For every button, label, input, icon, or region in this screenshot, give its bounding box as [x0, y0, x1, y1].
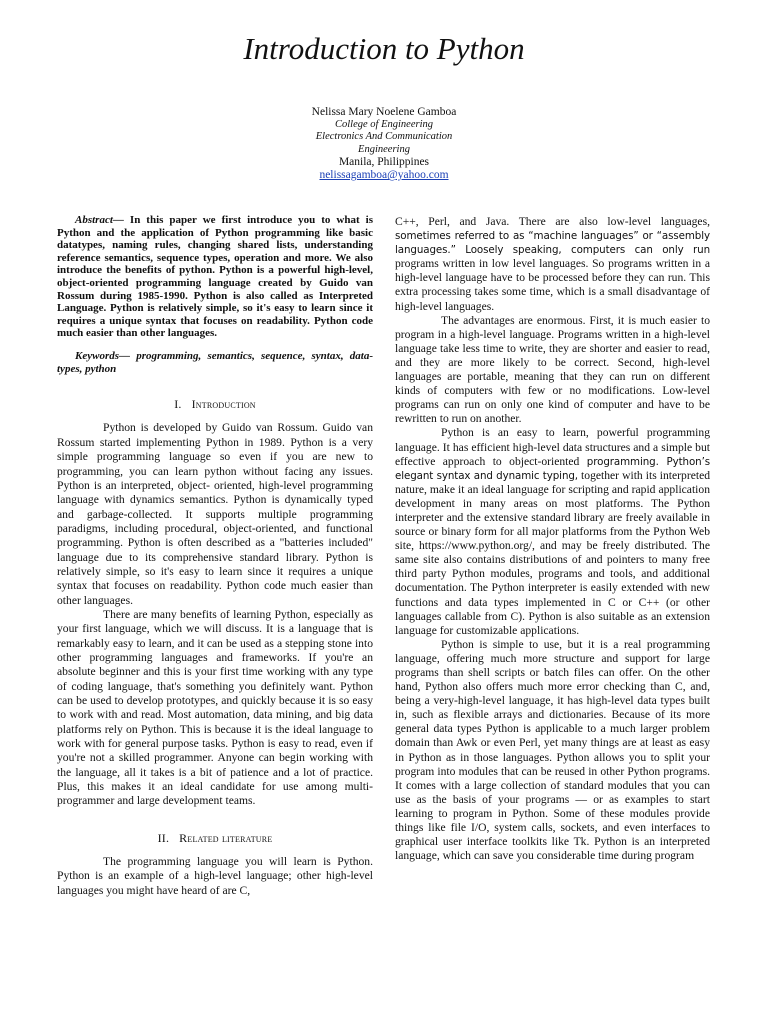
text-run-alt-font: programming. Python’s elegant syntax and dynamic typing,: [395, 455, 711, 482]
paper-title: Introduction to Python: [243, 31, 525, 66]
section-title: Related literature: [179, 830, 273, 845]
author-affiliation-2: Electronics And Communication: [315, 131, 453, 143]
abstract-label: Abstract—: [75, 214, 124, 226]
author-affiliation-1: College of Engineering: [335, 119, 433, 130]
text-run-alt-font: sometimes referred to as “machine languages” or “assembly languages.” Loosely speaking, computers can only run: [395, 230, 710, 257]
keywords: [57, 350, 373, 375]
right-paragraph-2: The advantages are enormous. First, it is much easier to program in a high-level language. Programs written in a high-level language take less time to write, they are shorter and easier to read, and they are more likely to be correct. Second, high-level languages are portable, meaning that they can run on different kinds of computers with few or no modifications. Low-level programs can run on only one kind of computer and have to be rewritten to run on another.: [395, 313, 710, 426]
author-block: [0, 106, 768, 182]
section-heading-related-literature: [57, 831, 373, 845]
abstract-text: In this paper we first introduce you to what is Python and the application of Python programming like basic datatypes, naming rules, changing shared lists, understanding reference semantics, sequence types, operation and more. We also introduce the benefits of python. Python is a powerful high-level, object-oriented programming language created by Guido van Rossum during 1985-1990. Python is also called as Interpreted Language. Python is relatively simple, so it's easy to learn since it requires a unique syntax that focuses on readability. Python code much easier than other languages.: [57, 214, 373, 340]
intro-paragraph-1: Python is developed by Guido van Rossum. Guido van Rossum started implementing Python in 1989. Python is a very simple programming language so even if you are new to programming, you can learn python without facing any issues. Python is an interpreted, object- oriented, high-level programming language with dynamics semantics. Python is dynamically typed and garbage-collected. It supports multiple programming paradigms, including procedural, object-oriented, and functional programming. Python is often described as a "batteries included" language due to its comprehensive standard library. Python is relatively simple, so it's easy to learn since it requires a unique syntax that focuses on readability. Python code much easier than other languages.: [57, 421, 373, 607]
left-column: [57, 214, 373, 898]
section-number: I.: [174, 397, 182, 412]
right-paragraph-4: Python is simple to use, but it is a real programming language, offering much more structure and support for large programs than shell scripts or batch files can offer. On the other hand, Python also offers much more error checking than C, and, being a very-high-level language, it has high-level data types built in, such as flexible arrays and dictionaries. Because of its more general data types Python is applicable to a much larger problem domain than Awk or even Perl, yet many things are at least as easy in Python as in those languages. Python allows you to split your program into modules that can be reused in other Python programs. It comes with a large collection of standard modules that you can use as the basis of your programs — or as examples to start learning to program in Python. Some of these modules provide things like file I/O, system calls, sockets, and even interfaces to graphical user interface toolkits like Tk. Python is an interpreted language, which can save you considerable time during program: [395, 637, 710, 863]
author-affiliation-3: Engineering: [358, 143, 410, 155]
right-column: [395, 215, 710, 863]
intro-paragraph-2: There are many benefits of learning Python, especially as your first language, which we will discuss. It is a language that is remarkably easy to learn, and it can be used as a stepping stone into other programming languages and frameworks. If you're an absolute beginner and this is your first time working with any type of coding language, that's something you definitely want. Python can be used to develop prototypes, and quickly because it is so easy to work with and read. Most automation, data mining, and big data platforms rely on Python. This is because it is the ideal language to work with for general purpose tasks. Python is easy to read, even if you're not a skilled programmer. Anyone can begin working with the language, all it takes is a bit of patience and a lot of practice. Plus, this makes it an ideal candidate for use among multi-programmer and large development teams.: [57, 607, 373, 808]
section-title: Introduction: [191, 397, 256, 412]
abstract: [57, 214, 373, 340]
text-run: programs written in low level languages. So programs written in a high-level language have to be processed before they can run. This extra processing takes some time, which is a small disadvantage of high-level languages.: [395, 257, 710, 313]
author-email-link[interactable]: nelissagamboa@yahoo.com: [319, 169, 449, 182]
text-run: Python is an easy to learn, powerful programming language. It has efficient high-level data structures and a simple but effective approach to object-oriented: [395, 426, 710, 468]
author-name: Nelissa Mary Noelene Gamboa: [311, 106, 457, 118]
right-paragraph-3: [395, 426, 710, 637]
section-number: II.: [157, 830, 170, 845]
related-paragraph-1: The programming language you will learn is Python. Python is an example of a high-level language; other high-level languages you might have heard of are C,: [57, 855, 373, 897]
keywords-text: programming, semantics, sequence, syntax, data-types, python: [57, 349, 373, 375]
section-heading-introduction: [57, 397, 373, 411]
text-run: C++, Perl, and Java. There are also low-level languages,: [395, 215, 710, 228]
keywords-label: Keywords—: [75, 349, 130, 362]
right-paragraph-1: [395, 215, 710, 314]
text-run: together with its interpreted nature, make it an ideal language for scripting and rapid application development in many areas on most platforms. The Python interpreter and the extensive standard library are freely available in source or binary form for all major platforms from the Python Web site, https://www.python.org/, and may be freely distributed. The same site also contains distributions of and pointers to many free third party Python modules, programs and tools, and additional documentation. The Python interpreter is easily extended with new functions and data types implemented in C or C++ (or other languages callable from C). Python is also suitable as an extension language for customizable applications.: [395, 468, 711, 637]
author-location: Manila, Philippines: [338, 156, 430, 169]
